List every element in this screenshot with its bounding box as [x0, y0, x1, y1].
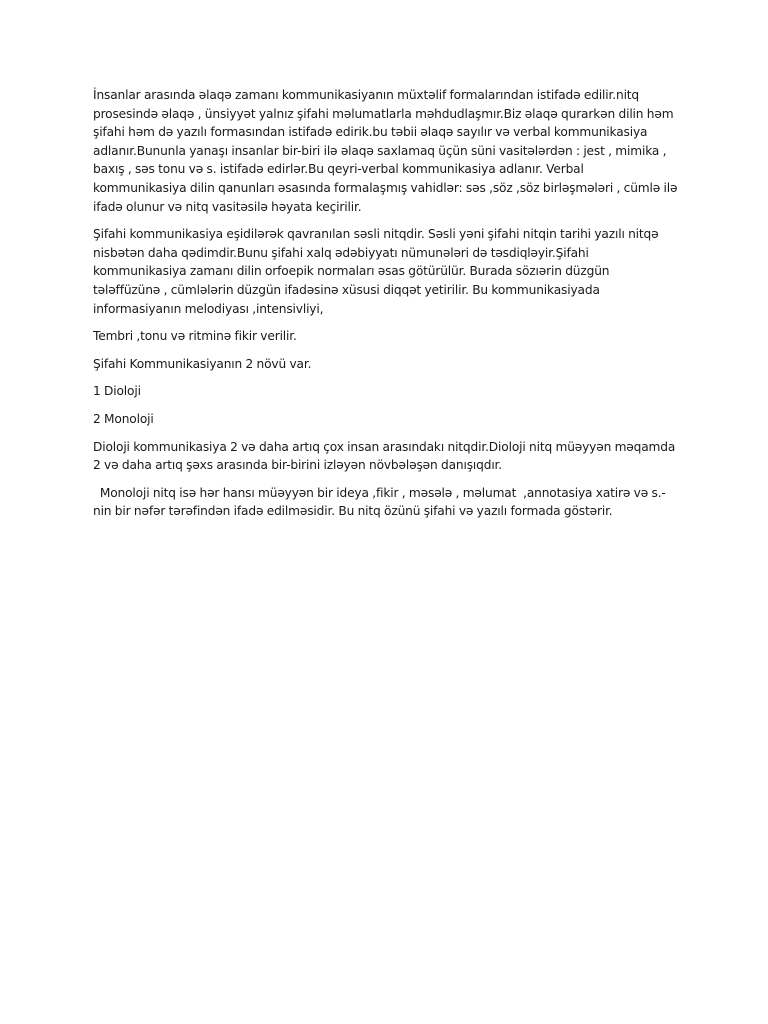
paragraph-intro: İnsanlar arasında əlaqə zamanı kommunikasiyanın müxtəlif formalarından istifadə edilir.nitq prosesində əlaqə , ünsiyyət yalnız şifahi məlumatlarla məhdudlaşmır.Biz əlaqə qurarkən dilin həm şifahi həm də yazılı formasından istifadə edirik.bu təbii əlaqə sayılır və verbal kommunikasiya adlanır.Bununla yanaşı insanlar bir-biri ilə əlaqə saxlamaq üçün süni vasitələrdən : jest , mimika , baxış , səs tonu və s. istifadə edirlər.Bu qeyri-verbal kommunikasiya adlanır. Verbal kommunikasiya dilin qanunları əsasında formalaşmış vahidlər: səs ,söz ,söz birləşmələri , cümlə ilə ifadə olunur və nitq vasitəsilə həyata keçirilir. [93, 88, 678, 214]
document-body [93, 86, 678, 530]
paragraph-dialogue: Dioloji kommunikasiya 2 və daha artıq çox insan arasındakı nitqdir.Dioloji nitq müəyyən məqamda 2 və daha artıq şəxs arasında bir-birini izləyən növbələşən danışıqdır. [93, 439, 676, 473]
paragraph-timbre: Tembri ,tonu və ritminə fikir verilir. [93, 329, 297, 344]
list-item-dialogue: 1 Dioloji [93, 384, 141, 399]
list-item-monologue: 2 Monoloji [93, 411, 154, 426]
paragraph-monologue: Monoloji nitq isə hər hansı müəyyən bir ideya ,fikir , məsələ , məlumat ,annotasiya xatirə və s.-nin bir nəfər tərəfindən ifadə edilməsidir. Bu nitq özünü şifahi və yazılı formada göstərir. [93, 485, 666, 519]
paragraph-types-heading: Şifahi Kommunikasiyanın 2 növü var. [93, 356, 312, 371]
paragraph-oral-communication: Şifahi kommunikasiya eşidilərək qavranılan səsli nitqdir. Səsli yəni şifahi nitqin tarihi yazılı nitqə nisbətən daha qədimdir.Bunu şifahi xalq ədəbiyyatı nümunələri də təsdiqləyir.Şifahi kommunikasiya zamanı dilin orfoepik normaları əsas götürülür. Burada sözıərin düzgün tələffüzünə , cümlələrin düzgün ifadəsinə xüsusi diqqət yetirilir. Bu kommunikasiyada informasiyanın melodiyası ,intensivliyi, [93, 227, 659, 316]
